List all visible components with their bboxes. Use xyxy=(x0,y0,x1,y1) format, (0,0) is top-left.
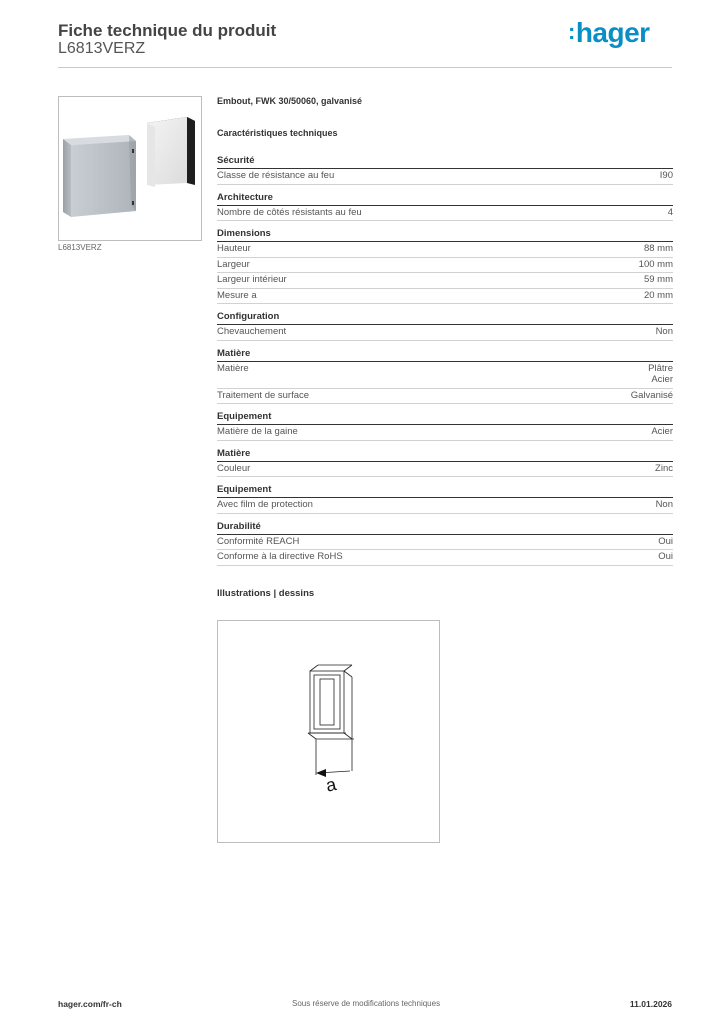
spec-value: 88 mm xyxy=(643,243,673,254)
spec-row xyxy=(217,206,673,222)
spec-row xyxy=(217,289,673,305)
header-divider xyxy=(58,67,672,68)
logo-text: hager xyxy=(575,17,650,48)
footer-website[interactable]: hager.com/fr-ch xyxy=(58,999,122,1009)
spec-content xyxy=(217,96,673,599)
spec-value: Non xyxy=(655,499,673,510)
spec-label: Largeur intérieur xyxy=(217,274,287,285)
page-title: Fiche technique du produit xyxy=(58,21,277,40)
spec-row xyxy=(217,169,673,185)
spec-value: Zinc xyxy=(655,462,673,474)
spec-value: 100 mm xyxy=(638,258,673,270)
spec-row xyxy=(217,242,673,258)
spec-row xyxy=(217,389,673,405)
product-image-frame xyxy=(58,96,202,241)
section-heading: Matière xyxy=(217,348,673,362)
spec-row xyxy=(217,273,673,289)
spec-label: Couleur xyxy=(217,462,251,474)
product-image-caption: L6813VERZ xyxy=(58,243,102,252)
spec-row xyxy=(217,362,673,389)
footer-disclaimer: Sous réserve de modifications techniques xyxy=(292,999,441,1008)
spec-label: Conforme à la directive RoHS xyxy=(217,551,343,562)
spec-label: Hauteur xyxy=(217,243,251,254)
spec-value: 4 xyxy=(667,206,673,218)
spec-row xyxy=(217,535,673,551)
spec-label: Traitement de surface xyxy=(217,389,310,401)
spec-value: Plâtre Acier xyxy=(648,362,673,385)
spec-value: Galvanisé xyxy=(630,389,673,401)
spec-label: Conformité REACH xyxy=(217,535,300,547)
product-description: Embout, FWK 30/50060, galvanisé xyxy=(217,96,363,106)
spec-row xyxy=(217,325,673,341)
section-heading: Configuration xyxy=(217,311,673,325)
spec-row xyxy=(217,425,673,441)
section-heading: Equipement xyxy=(217,411,673,425)
spec-label: Largeur xyxy=(217,258,250,270)
footer-date: 11.01.2026 xyxy=(629,999,672,1009)
spec-label: Classe de résistance au feu xyxy=(217,170,335,181)
spec-label: Mesure a xyxy=(217,289,257,301)
section-heading: Dimensions xyxy=(217,228,673,242)
section-heading: Sécurité xyxy=(217,155,673,169)
spec-sections xyxy=(217,155,673,566)
spec-row xyxy=(217,462,673,478)
spec-value: Oui xyxy=(658,535,673,547)
hager-logo[interactable] xyxy=(568,17,650,49)
technical-drawing xyxy=(218,621,439,842)
spec-row xyxy=(217,498,673,514)
spec-value: Non xyxy=(655,326,673,337)
dimension-label-a: a xyxy=(324,773,338,796)
spec-value: 59 mm xyxy=(643,274,673,285)
spec-value: Oui xyxy=(658,551,673,562)
spec-label: Avec film de protection xyxy=(217,499,313,510)
product-code: L6813VERZ xyxy=(58,40,146,57)
spec-label: Nombre de côtés résistants au feu xyxy=(217,206,362,218)
technical-drawing-frame xyxy=(217,620,440,843)
spec-label: Matière xyxy=(217,362,249,374)
logo-dots: : xyxy=(568,19,575,44)
spec-value: Acier xyxy=(651,426,673,437)
product-photo xyxy=(59,97,201,240)
spec-value: 20 mm xyxy=(643,289,673,301)
spec-value: I90 xyxy=(659,170,673,181)
spec-label: Matière de la gaine xyxy=(217,426,298,437)
spec-label: Chevauchement xyxy=(217,326,287,337)
specs-heading: Caractéristiques techniques xyxy=(217,128,338,138)
section-heading: Matière xyxy=(217,448,673,462)
illustrations-heading: Illustrations | dessins xyxy=(217,587,315,599)
section-heading: Equipement xyxy=(217,484,673,498)
section-heading: Architecture xyxy=(217,192,673,206)
spec-row xyxy=(217,550,673,566)
spec-row xyxy=(217,258,673,274)
section-heading: Durabilité xyxy=(217,521,673,535)
